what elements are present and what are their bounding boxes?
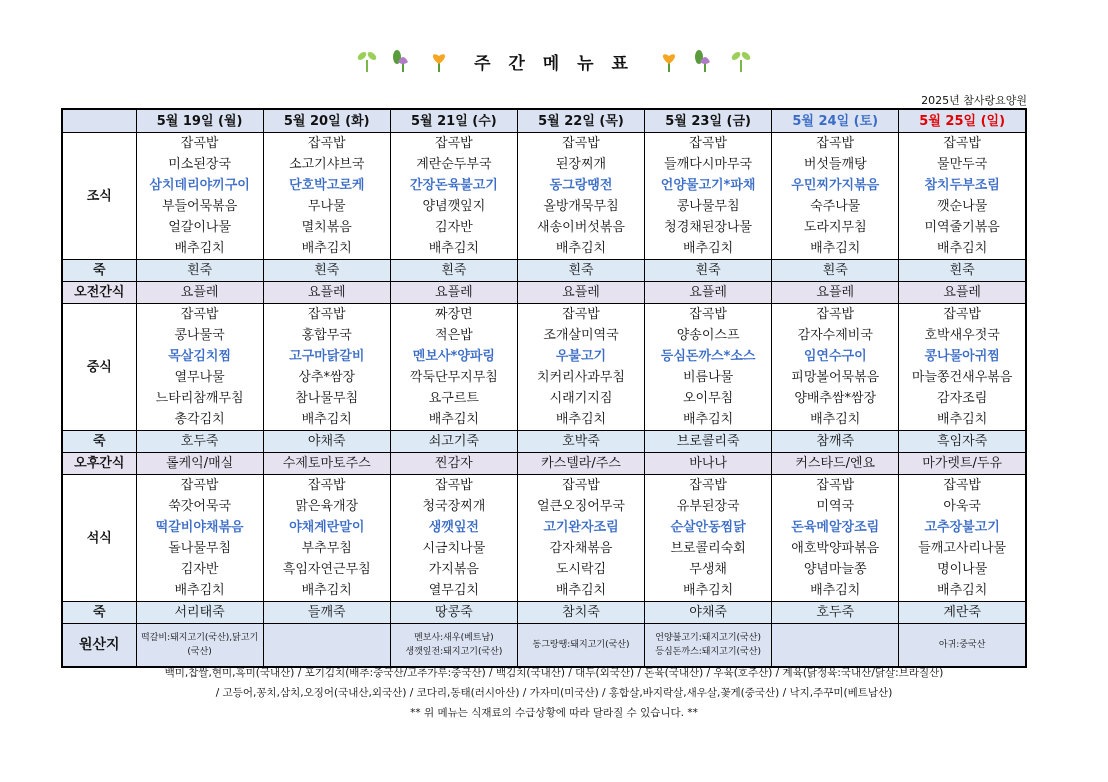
main-dish: 생깻잎전 bbox=[428, 520, 479, 535]
origin-cell bbox=[899, 624, 1026, 668]
pm-snack-cell: 수제토마토주스 bbox=[263, 453, 390, 475]
dish: 잡곡밥 bbox=[689, 307, 727, 322]
dish: 조개살미역국 bbox=[543, 328, 619, 343]
dish: 배추김치 bbox=[683, 412, 734, 427]
tulip-purple-icon bbox=[694, 48, 716, 74]
main-dish: 순살안동찜닭 bbox=[670, 520, 746, 535]
am-snack-cell: 요플레 bbox=[263, 282, 390, 304]
origin-cell bbox=[517, 624, 644, 668]
dish: 배추김치 bbox=[301, 241, 352, 256]
dish: 명이나물 bbox=[937, 562, 988, 577]
meal-cell bbox=[772, 133, 899, 260]
dish: 미역국 bbox=[816, 499, 855, 514]
dish: 올방개묵무침 bbox=[543, 199, 619, 214]
meal-cell bbox=[136, 133, 263, 260]
dish: 잡곡밥 bbox=[689, 478, 727, 493]
main-dish: 삼치데리야끼구이 bbox=[149, 178, 250, 193]
dish: 가지볶음 bbox=[428, 562, 479, 577]
dish: 부들어묵볶음 bbox=[161, 199, 238, 214]
main-dish: 콩나물아귀찜 bbox=[924, 349, 1000, 364]
dish: 짜장면 bbox=[435, 307, 473, 322]
main-dish: 고추장불고기 bbox=[924, 520, 1000, 535]
meal-row-lunch bbox=[62, 304, 1026, 431]
dish: 잡곡밥 bbox=[562, 307, 600, 322]
dish: 배추김치 bbox=[937, 241, 988, 256]
header-row bbox=[62, 109, 1026, 133]
dish: 배추김치 bbox=[555, 583, 607, 598]
day-header: 5월 23일 (금) bbox=[645, 109, 772, 133]
dish: 배추김치 bbox=[301, 583, 352, 598]
meal-category-porridge: 죽 bbox=[62, 602, 136, 624]
dish: 멸치볶음 bbox=[301, 220, 352, 235]
meal-cell bbox=[899, 133, 1026, 260]
origin-text: 생깻잎전:돼지고기(국산) bbox=[405, 647, 503, 657]
main-dish: 임연수구이 bbox=[803, 349, 867, 364]
dish: 배추김치 bbox=[428, 412, 479, 427]
dish: 도라지무침 bbox=[803, 220, 867, 235]
meal-cell bbox=[645, 133, 772, 260]
dish: 잡곡밥 bbox=[307, 136, 346, 151]
meal-cell bbox=[390, 304, 517, 431]
main-dish: 고구마닭갈비 bbox=[289, 349, 365, 364]
lunch-porridge-cell: 참깨죽 bbox=[772, 431, 899, 453]
breakfast-porridge-cell: 흰죽 bbox=[645, 260, 772, 282]
dish: 시금치나물 bbox=[422, 541, 486, 556]
dish: 깻순나물 bbox=[937, 199, 988, 214]
dish: 배추김치 bbox=[937, 583, 988, 598]
dish: 잡곡밥 bbox=[943, 136, 981, 151]
dish: 치커리사과무침 bbox=[537, 370, 625, 385]
dish: 배추김치 bbox=[555, 241, 607, 256]
main-dish: 고기완자조림 bbox=[543, 520, 619, 535]
day-header: 5월 21일 (수) bbox=[390, 109, 517, 133]
breakfast-porridge-cell: 흰죽 bbox=[772, 260, 899, 282]
breakfast-porridge-cell: 흰죽 bbox=[899, 260, 1026, 282]
dish: 깍둑단무지무침 bbox=[409, 370, 498, 385]
meal-cell bbox=[390, 133, 517, 260]
dish: 잡곡밥 bbox=[435, 136, 473, 151]
dish: 참나물무침 bbox=[295, 391, 359, 406]
dish: 맑은육개장 bbox=[295, 499, 359, 514]
main-dish: 우민찌가지볶음 bbox=[791, 178, 880, 193]
sprout-icon bbox=[730, 48, 752, 74]
dish: 들깨고사리나물 bbox=[918, 541, 1007, 556]
meal-cell bbox=[517, 133, 644, 260]
dish: 얼갈이나물 bbox=[168, 220, 232, 235]
dish: 양념깻잎지 bbox=[422, 199, 486, 214]
dinner-porridge-cell: 계란죽 bbox=[899, 602, 1026, 624]
dish: 아욱국 bbox=[943, 499, 981, 514]
pm-snack-cell: 커스타드/엔요 bbox=[772, 453, 899, 475]
dish: 무나물 bbox=[307, 199, 346, 214]
meal-category-pm_snack: 오후간식 bbox=[62, 453, 136, 475]
dish: 배추김치 bbox=[301, 412, 352, 427]
dish: 돌나물무침 bbox=[168, 541, 232, 556]
dish: 잡곡밥 bbox=[816, 478, 855, 493]
dish: 숙주나물 bbox=[810, 199, 861, 214]
row-breakfast_porridge bbox=[62, 260, 1026, 282]
dish: 잡곡밥 bbox=[943, 307, 981, 322]
meal-cell bbox=[772, 304, 899, 431]
supply-disclaimer: ** 위 메뉴는 식재료의 수급상황에 따라 달라질 수 있습니다. ** bbox=[410, 707, 698, 719]
lunch-porridge-cell: 호두죽 bbox=[136, 431, 263, 453]
meal-category-dinner: 석식 bbox=[62, 475, 136, 602]
dish: 잡곡밥 bbox=[180, 478, 219, 493]
dish: 들깨다시마무국 bbox=[664, 157, 753, 172]
origin-text: 아귀:중국산 bbox=[938, 640, 986, 650]
main-dish: 우불고기 bbox=[555, 349, 607, 364]
am-snack-cell: 요플레 bbox=[390, 282, 517, 304]
dish: 배추김치 bbox=[810, 241, 861, 256]
dish: 김자반 bbox=[435, 220, 473, 235]
meal-cell bbox=[390, 475, 517, 602]
meal-row-dinner bbox=[62, 475, 1026, 602]
main-dish: 떡갈비야채볶음 bbox=[155, 520, 244, 535]
origin-text: 멘보사:새우(베트남) bbox=[414, 633, 494, 643]
dish: 느타리참깨무침 bbox=[155, 391, 244, 406]
meal-cell bbox=[263, 133, 390, 260]
dish: 잡곡밥 bbox=[816, 307, 855, 322]
title-row bbox=[0, 46, 1108, 76]
dish: 마늘쫑건새우볶음 bbox=[911, 370, 1013, 385]
main-dish: 언양물고기*파채 bbox=[660, 178, 756, 193]
corner-cell bbox=[62, 109, 136, 133]
day-header: 5월 20일 (화) bbox=[263, 109, 390, 133]
meal-cell bbox=[263, 475, 390, 602]
am-snack-cell: 요플레 bbox=[899, 282, 1026, 304]
dish: 피망볼어묵볶음 bbox=[791, 370, 880, 385]
dish: 새송이버섯볶음 bbox=[537, 220, 625, 235]
row-am_snack bbox=[62, 282, 1026, 304]
main-dish: 멘보사*양파링 bbox=[412, 349, 495, 364]
am-snack-cell: 요플레 bbox=[136, 282, 263, 304]
dish: 잡곡밥 bbox=[562, 478, 600, 493]
dish: 유부된장국 bbox=[676, 499, 740, 514]
day-header: 5월 22일 (목) bbox=[517, 109, 644, 133]
dish: 감자조림 bbox=[937, 391, 988, 406]
meal-cell bbox=[517, 475, 644, 602]
dish: 콩나물국 bbox=[174, 328, 225, 343]
meal-cell bbox=[136, 304, 263, 431]
dish: 열무김치 bbox=[428, 583, 479, 598]
page-title: 주 간 메 뉴 표 bbox=[474, 53, 634, 74]
dish: 배추김치 bbox=[937, 412, 988, 427]
dinner-porridge-cell: 호두죽 bbox=[772, 602, 899, 624]
dish: 잡곡밥 bbox=[816, 136, 855, 151]
row-pm_snack bbox=[62, 453, 1026, 475]
dish: 된장찌개 bbox=[555, 157, 607, 172]
dish: 열무나물 bbox=[174, 370, 225, 385]
meal-category-origin: 원산지 bbox=[62, 624, 136, 668]
dish: 호박새우젓국 bbox=[924, 328, 1000, 343]
meal-cell bbox=[263, 304, 390, 431]
lunch-porridge-cell: 쇠고기죽 bbox=[390, 431, 517, 453]
main-dish: 단호박고로케 bbox=[289, 178, 365, 193]
dish: 요구르트 bbox=[428, 391, 479, 406]
am-snack-cell: 요플레 bbox=[772, 282, 899, 304]
pm-snack-cell: 찐감자 bbox=[390, 453, 517, 475]
row-origin bbox=[62, 624, 1026, 668]
lunch-porridge-cell: 야채죽 bbox=[263, 431, 390, 453]
origin-text: 등심돈까스:돼지고기(국산) bbox=[655, 647, 761, 657]
breakfast-porridge-cell: 흰죽 bbox=[136, 260, 263, 282]
meal-cell bbox=[772, 475, 899, 602]
dish: 애호박양파볶음 bbox=[791, 541, 880, 556]
dish: 버섯들깨탕 bbox=[803, 157, 867, 172]
dish: 잡곡밥 bbox=[689, 136, 727, 151]
main-dish: 야채계란말이 bbox=[289, 520, 365, 535]
dish: 미역줄기볶음 bbox=[924, 220, 1000, 235]
sprout-icon bbox=[356, 48, 378, 74]
dish: 얼큰오징어무국 bbox=[537, 499, 625, 514]
meal-category-lunch: 중식 bbox=[62, 304, 136, 431]
breakfast-porridge-cell: 흰죽 bbox=[390, 260, 517, 282]
dish: 양송이스프 bbox=[676, 328, 740, 343]
main-dish: 참치두부조림 bbox=[924, 178, 1000, 193]
dish: 적은밥 bbox=[435, 328, 473, 343]
origin-text: 언양불고기:돼지고기(국산) bbox=[655, 633, 761, 643]
lunch-porridge-cell: 흑임자죽 bbox=[899, 431, 1026, 453]
day-header-saturday: 5월 24일 (토) bbox=[772, 109, 899, 133]
main-dish: 등심돈까스*소스 bbox=[660, 349, 756, 364]
dish: 콩나물무침 bbox=[676, 199, 740, 214]
dish: 상추*쌈장 bbox=[298, 370, 356, 385]
origin-note-line-2: / 고등어,꽁치,삼치,오징어(국내산,외국산) / 코다리,동태(러시아산) / 가자미(미국산) / 홍합살,바지락살,새우살,꽃게(중국산) / 낙지,주꾸미(베트남산) bbox=[215, 687, 893, 699]
dish: 비름나물 bbox=[683, 370, 734, 385]
dish: 잡곡밥 bbox=[180, 136, 219, 151]
dish: 감자수제비국 bbox=[797, 328, 873, 343]
dinner-porridge-cell: 참치죽 bbox=[517, 602, 644, 624]
dish: 배추김치 bbox=[810, 412, 861, 427]
meal-cell bbox=[517, 304, 644, 431]
dinner-porridge-cell: 땅콩죽 bbox=[390, 602, 517, 624]
meal-cell bbox=[645, 304, 772, 431]
main-dish: 돈육메알장조림 bbox=[791, 520, 880, 535]
dish: 감자채볶음 bbox=[549, 541, 613, 556]
lunch-porridge-cell: 호박죽 bbox=[517, 431, 644, 453]
origin-note-line-1: 백미,찹쌀,현미,흑미(국내산) / 포기김치(배추:중국산/고추가루:중국산) / 백김치(국내산) / 대두(외국산) / 돈육(국내산) / 우육(호주산) / 계육(닭정육:국내산/닭살:브라질산) bbox=[164, 667, 944, 679]
breakfast-porridge-cell: 흰죽 bbox=[517, 260, 644, 282]
origin-cell bbox=[263, 624, 390, 668]
dish: 배추김치 bbox=[683, 241, 734, 256]
row-lunch_porridge bbox=[62, 431, 1026, 453]
dish: 배추김치 bbox=[555, 412, 607, 427]
dish: 부추무침 bbox=[301, 541, 352, 556]
origin-cell bbox=[390, 624, 517, 668]
day-header-sunday: 5월 25일 (일) bbox=[899, 109, 1026, 133]
meal-row-breakfast bbox=[62, 133, 1026, 260]
am-snack-cell: 요플레 bbox=[517, 282, 644, 304]
meal-category-porridge: 죽 bbox=[62, 431, 136, 453]
dish: 미소된장국 bbox=[168, 157, 232, 172]
origin-cell bbox=[136, 624, 263, 668]
origin-cell bbox=[645, 624, 772, 668]
meal-category-breakfast: 조식 bbox=[62, 133, 136, 260]
dish: 배추김치 bbox=[810, 583, 861, 598]
dinner-porridge-cell: 들깨죽 bbox=[263, 602, 390, 624]
origin-cell bbox=[772, 624, 899, 668]
dish: 물만두국 bbox=[937, 157, 988, 172]
breakfast-porridge-cell: 흰죽 bbox=[263, 260, 390, 282]
pm-snack-cell: 바나나 bbox=[645, 453, 772, 475]
dish: 브로콜리숙회 bbox=[670, 541, 746, 556]
dish: 양념마늘쫑 bbox=[803, 562, 867, 577]
flower-orange-icon bbox=[428, 48, 450, 74]
dish: 배추김치 bbox=[174, 583, 225, 598]
weekly-menu-table bbox=[61, 108, 1027, 668]
dish: 무생채 bbox=[689, 562, 727, 577]
dish: 도시락김 bbox=[555, 562, 607, 577]
meal-category-am_snack: 오전간식 bbox=[62, 282, 136, 304]
dish: 잡곡밥 bbox=[307, 307, 346, 322]
origin-text: 동그랑땡:돼지고기(국산) bbox=[532, 640, 630, 650]
dish: 잡곡밥 bbox=[307, 478, 346, 493]
am-snack-cell: 요플레 bbox=[645, 282, 772, 304]
dish: 오이무침 bbox=[683, 391, 734, 406]
day-header: 5월 19일 (월) bbox=[136, 109, 263, 133]
meal-category-porridge: 죽 bbox=[62, 260, 136, 282]
lunch-porridge-cell: 브로콜리죽 bbox=[645, 431, 772, 453]
dish: 배추김치 bbox=[683, 583, 734, 598]
dish: 김자반 bbox=[180, 562, 219, 577]
dinner-porridge-cell: 서리태죽 bbox=[136, 602, 263, 624]
dish: 양배추쌈*쌈장 bbox=[794, 391, 877, 406]
dish: 잡곡밥 bbox=[943, 478, 981, 493]
pm-snack-cell: 카스텔라/주스 bbox=[517, 453, 644, 475]
dish: 청경채된장나물 bbox=[664, 220, 753, 235]
organization-label: 2025년 참사랑요양원 bbox=[921, 94, 1027, 107]
main-dish: 목살김치찜 bbox=[168, 349, 232, 364]
flower-orange-icon bbox=[658, 48, 680, 74]
dish: 흑임자연근무침 bbox=[282, 562, 371, 577]
pm-snack-cell: 롤케익/매실 bbox=[136, 453, 263, 475]
main-dish: 동그랑땡전 bbox=[549, 178, 613, 193]
dish: 홍합무국 bbox=[301, 328, 352, 343]
dish: 잡곡밥 bbox=[435, 478, 473, 493]
dish: 쑥갓어묵국 bbox=[168, 499, 232, 514]
dish: 배추김치 bbox=[428, 241, 479, 256]
dish: 청국장찌개 bbox=[422, 499, 486, 514]
dish: 총각김치 bbox=[174, 412, 225, 427]
meal-cell bbox=[899, 304, 1026, 431]
dish: 잡곡밥 bbox=[562, 136, 600, 151]
pm-snack-cell: 마가렛트/두유 bbox=[899, 453, 1026, 475]
dish: 배추김치 bbox=[174, 241, 225, 256]
meal-cell bbox=[899, 475, 1026, 602]
dish: 잡곡밥 bbox=[180, 307, 219, 322]
row-dinner_porridge bbox=[62, 602, 1026, 624]
tulip-purple-icon bbox=[392, 48, 414, 74]
dish: 소고기샤브국 bbox=[289, 157, 365, 172]
dish: 계란순두부국 bbox=[416, 157, 492, 172]
dish: 시래기지짐 bbox=[549, 391, 613, 406]
meal-cell bbox=[645, 475, 772, 602]
origin-text: 떡갈비:돼지고기(국산),닭고기(국산) bbox=[141, 633, 259, 657]
dinner-porridge-cell: 야채죽 bbox=[645, 602, 772, 624]
meal-cell bbox=[136, 475, 263, 602]
main-dish: 간장돈육불고기 bbox=[409, 178, 498, 193]
